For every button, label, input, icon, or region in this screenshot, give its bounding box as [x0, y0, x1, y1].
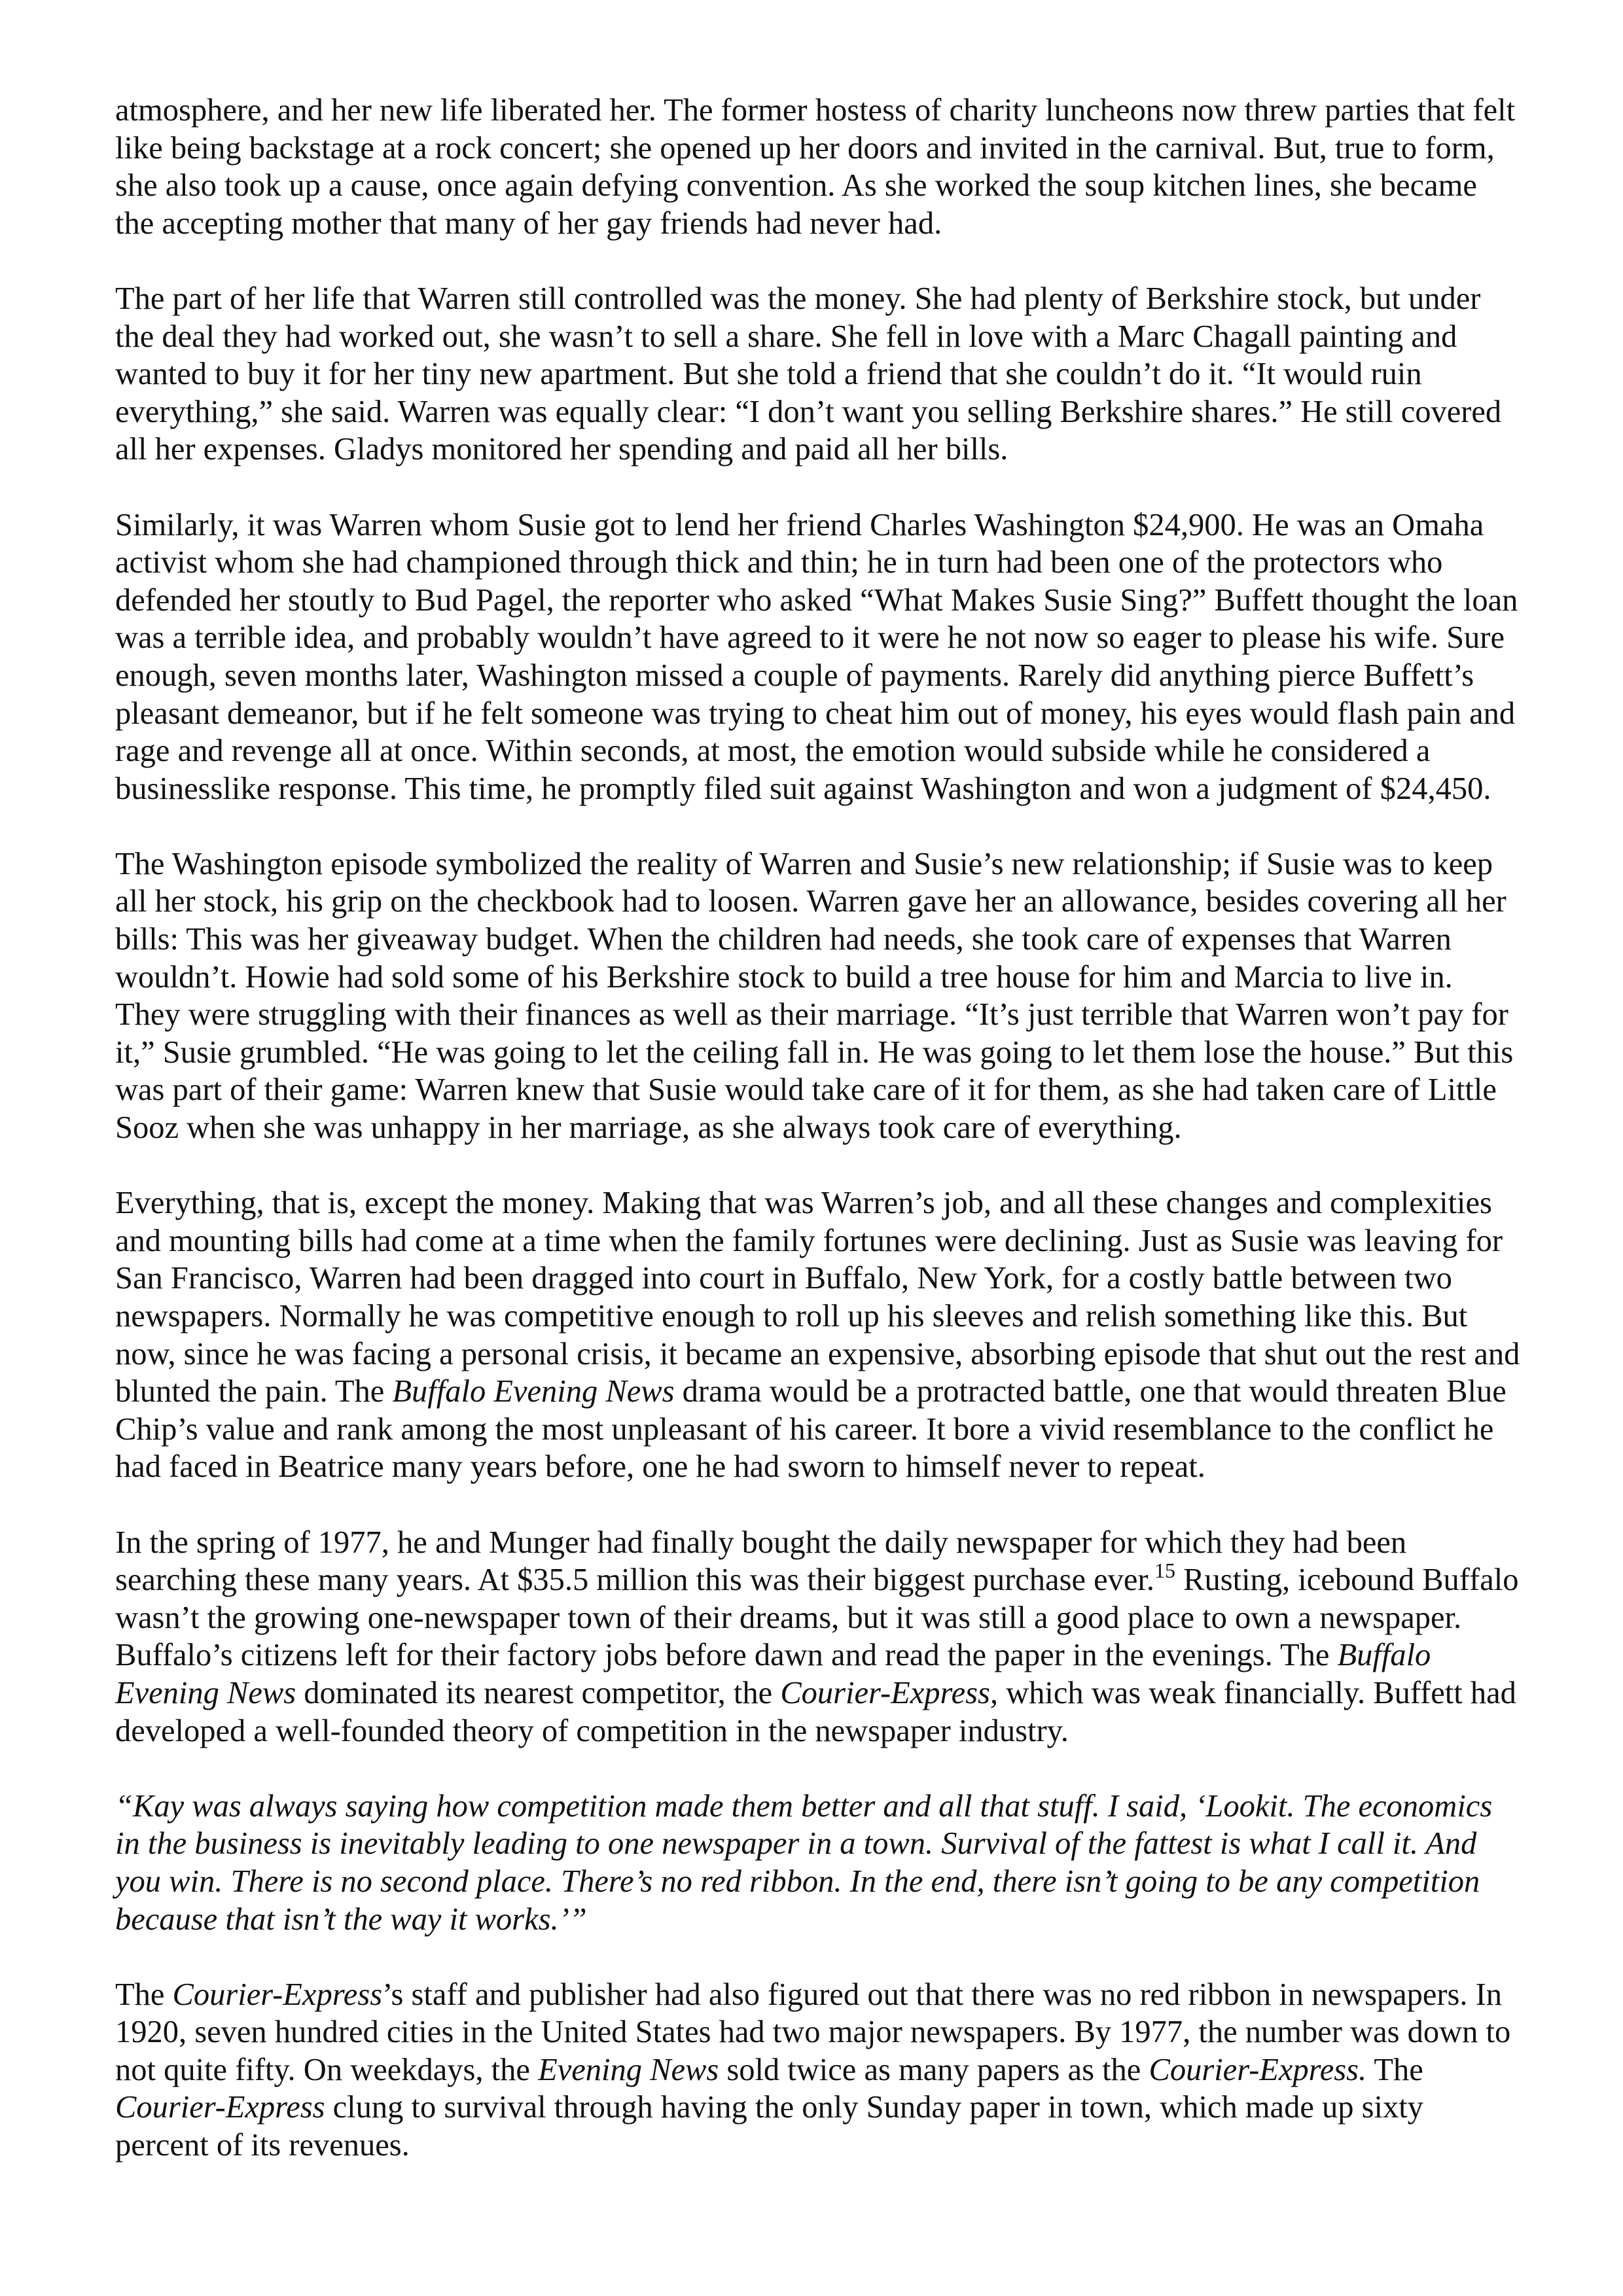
paragraph-3: [115, 506, 1522, 808]
paragraph-1-text: atmosphere, and her new life liberated her. The former hostess of charity luncheons now threw parties that felt like being backstage at a rock concert; she opened up her doors and invited in the carnival. But, true to form, she also took up a cause, once again defying convention. As she worked the soup kitchen lines, she became the accepting mother that many of her gay friends had never had.: [115, 93, 1516, 241]
paragraph-8-title-italic-4: Courier-Express: [115, 2090, 325, 2125]
paragraph-8-text-c: ’s staff and publisher had also figured out that there was no red ribbon in newspapers. In 1920, seven hundred cities in the United States had two major newspapers. By 1977, the number was down to not quite fifty. On weekdays, the: [115, 1977, 1511, 2087]
paragraph-4-text: The Washington episode symbolized the reality of Warren and Susie’s new relationship; if Susie was to keep all her stock, his grip on the checkbook had to loosen. Warren gave her an allowance, besides covering all her bills: This was her giveaway budget. When the children had needs, she took care of expenses that Warren wouldn’t. Howie had sold some of his Berkshire stock to build a tree house for him and Marcia to live in. They were struggling with their finances as well as their marriage. “It’s just terrible that Warren won’t pay for it,” Susie grumbled. “He was going to let the ceiling fall in. He was going to let them lose the house.” But this was part of their game: Warren knew that Susie would take care of it for them, as she had taken care of Little Sooz when she was unhappy in her marriage, as she always took care of everything.: [115, 846, 1514, 1146]
paragraph-5-text-c: drama would be a protracted battle, one that would threaten Blue Chip’s value and rank among the most unpleasant of his career. It bore a vivid resemblance to the conflict he had faced in Beatrice many years before, one he had sworn to himself never to repeat.: [115, 1374, 1507, 1485]
paragraph-5: [115, 1184, 1522, 1486]
paragraph-6-text-b: Rusting, icebound Buffalo wasn’t the growing one-newspaper town of their dreams, but it was still a good place to own a newspaper. Buffalo’s citizens left for their factory jobs before dawn and read the paper in the evenings. The: [115, 1563, 1519, 1673]
paragraph-8-text-a: The: [115, 1977, 173, 2012]
paragraph-6: [115, 1524, 1522, 1750]
block-quote-text: “Kay was always saying how competition made them better and all that stuff. I said, ‘Lookit. The economics in the business is inevitably leading to one newspaper in a town. Survival of the fattest is what I call it. And you win. There is no second place. There’s no red ribbon. In the end, there isn’t going to be any competition because that isn’t the way it works.’”: [115, 1788, 1493, 1937]
block-quote: [115, 1788, 1522, 1938]
paragraph-6-text-a: In the spring of 1977, he and Munger had finally bought the daily newspaper for which they had been searching these many years. At $35.5 million this was their biggest purchase ever.: [115, 1525, 1407, 1598]
paragraph-2: [115, 280, 1522, 468]
paragraph-8-text-g: The: [1366, 2052, 1423, 2087]
paragraph-8-title-italic-2: Evening News: [538, 2052, 719, 2087]
paragraph-6-title-italic-2: Courier-Express,: [780, 1675, 998, 1710]
paragraph-5-text-a: Everything, that is, except the money. Making that was Warren’s job, and all these changes and complexities and mounting bills had come at a time when the family fortunes were declining. Just as Susie was leaving for San Francisco, Warren had been dragged into court in Buffalo, New York, for a costly battle between two newspapers. Normally he was competitive enough to roll up his sleeves and relish something like this. But now, since he was facing a personal crisis, it became an expensive, absorbing episode that shut out the rest and blunted the pain. The: [115, 1186, 1520, 1409]
paragraph-2-text: The part of her life that Warren still controlled was the money. She had plenty of Berkshire stock, but under the deal they had worked out, she wasn’t to sell a share. She fell in love with a Marc Chagall painting and wanted to buy it for her tiny new apartment. But she told a friend that she couldn’t do it. “It would ruin everything,” she said. Warren was equally clear: “I don’t want you selling Berkshire shares.” He still covered all her expenses. Gladys monitored her spending and paid all her bills.: [115, 281, 1502, 467]
document-page: [115, 92, 1522, 2164]
paragraph-6-text-d: dominated its nearest competitor, the: [296, 1675, 781, 1710]
paragraph-5-title-italic: Buffalo Evening News: [392, 1374, 675, 1409]
paragraph-3-text: Similarly, it was Warren whom Susie got to lend her friend Charles Washington $24,900. He was an Omaha activist whom she had championed through thick and thin; he in turn had been one of the protectors who defended her stoutly to Bud Pagel, the reporter who asked “What Makes Susie Sing?” Buffett thought the loan was a terrible idea, and probably wouldn’t have agreed to it were he not now so eager to please his wife. Sure enough, seven months later, Washington missed a couple of payments. Rarely did anything pierce Buffett’s pleasant demeanor, but if he felt someone was trying to cheat him out of money, his eyes would flash pain and rage and revenge all at once. Within seconds, at most, the emotion would subside while he considered a businesslike response. This time, he promptly filed suit against Washington and won a judgment of $24,450.: [115, 507, 1518, 806]
paragraph-1: [115, 92, 1522, 242]
paragraph-6-title-italic-1: Buffalo Evening News: [115, 1638, 1431, 1710]
paragraph-8: [115, 1976, 1522, 2164]
paragraph-8-title-italic-3: Courier-Express.: [1149, 2052, 1367, 2087]
paragraph-6-text-f: which was weak financially. Buffett had developed a well-founded theory of competition in the newspaper industry.: [115, 1675, 1516, 1748]
footnote-ref-15: 15: [1154, 1559, 1175, 1582]
paragraph-8-title-italic-1: Courier-Express: [172, 1977, 383, 2012]
paragraph-8-text-i: clung to survival through having the only Sunday paper in town, which made up sixty percent of its revenues.: [115, 2090, 1423, 2163]
paragraph-4: [115, 845, 1522, 1147]
paragraph-8-text-e: sold twice as many papers as the: [719, 2052, 1149, 2087]
